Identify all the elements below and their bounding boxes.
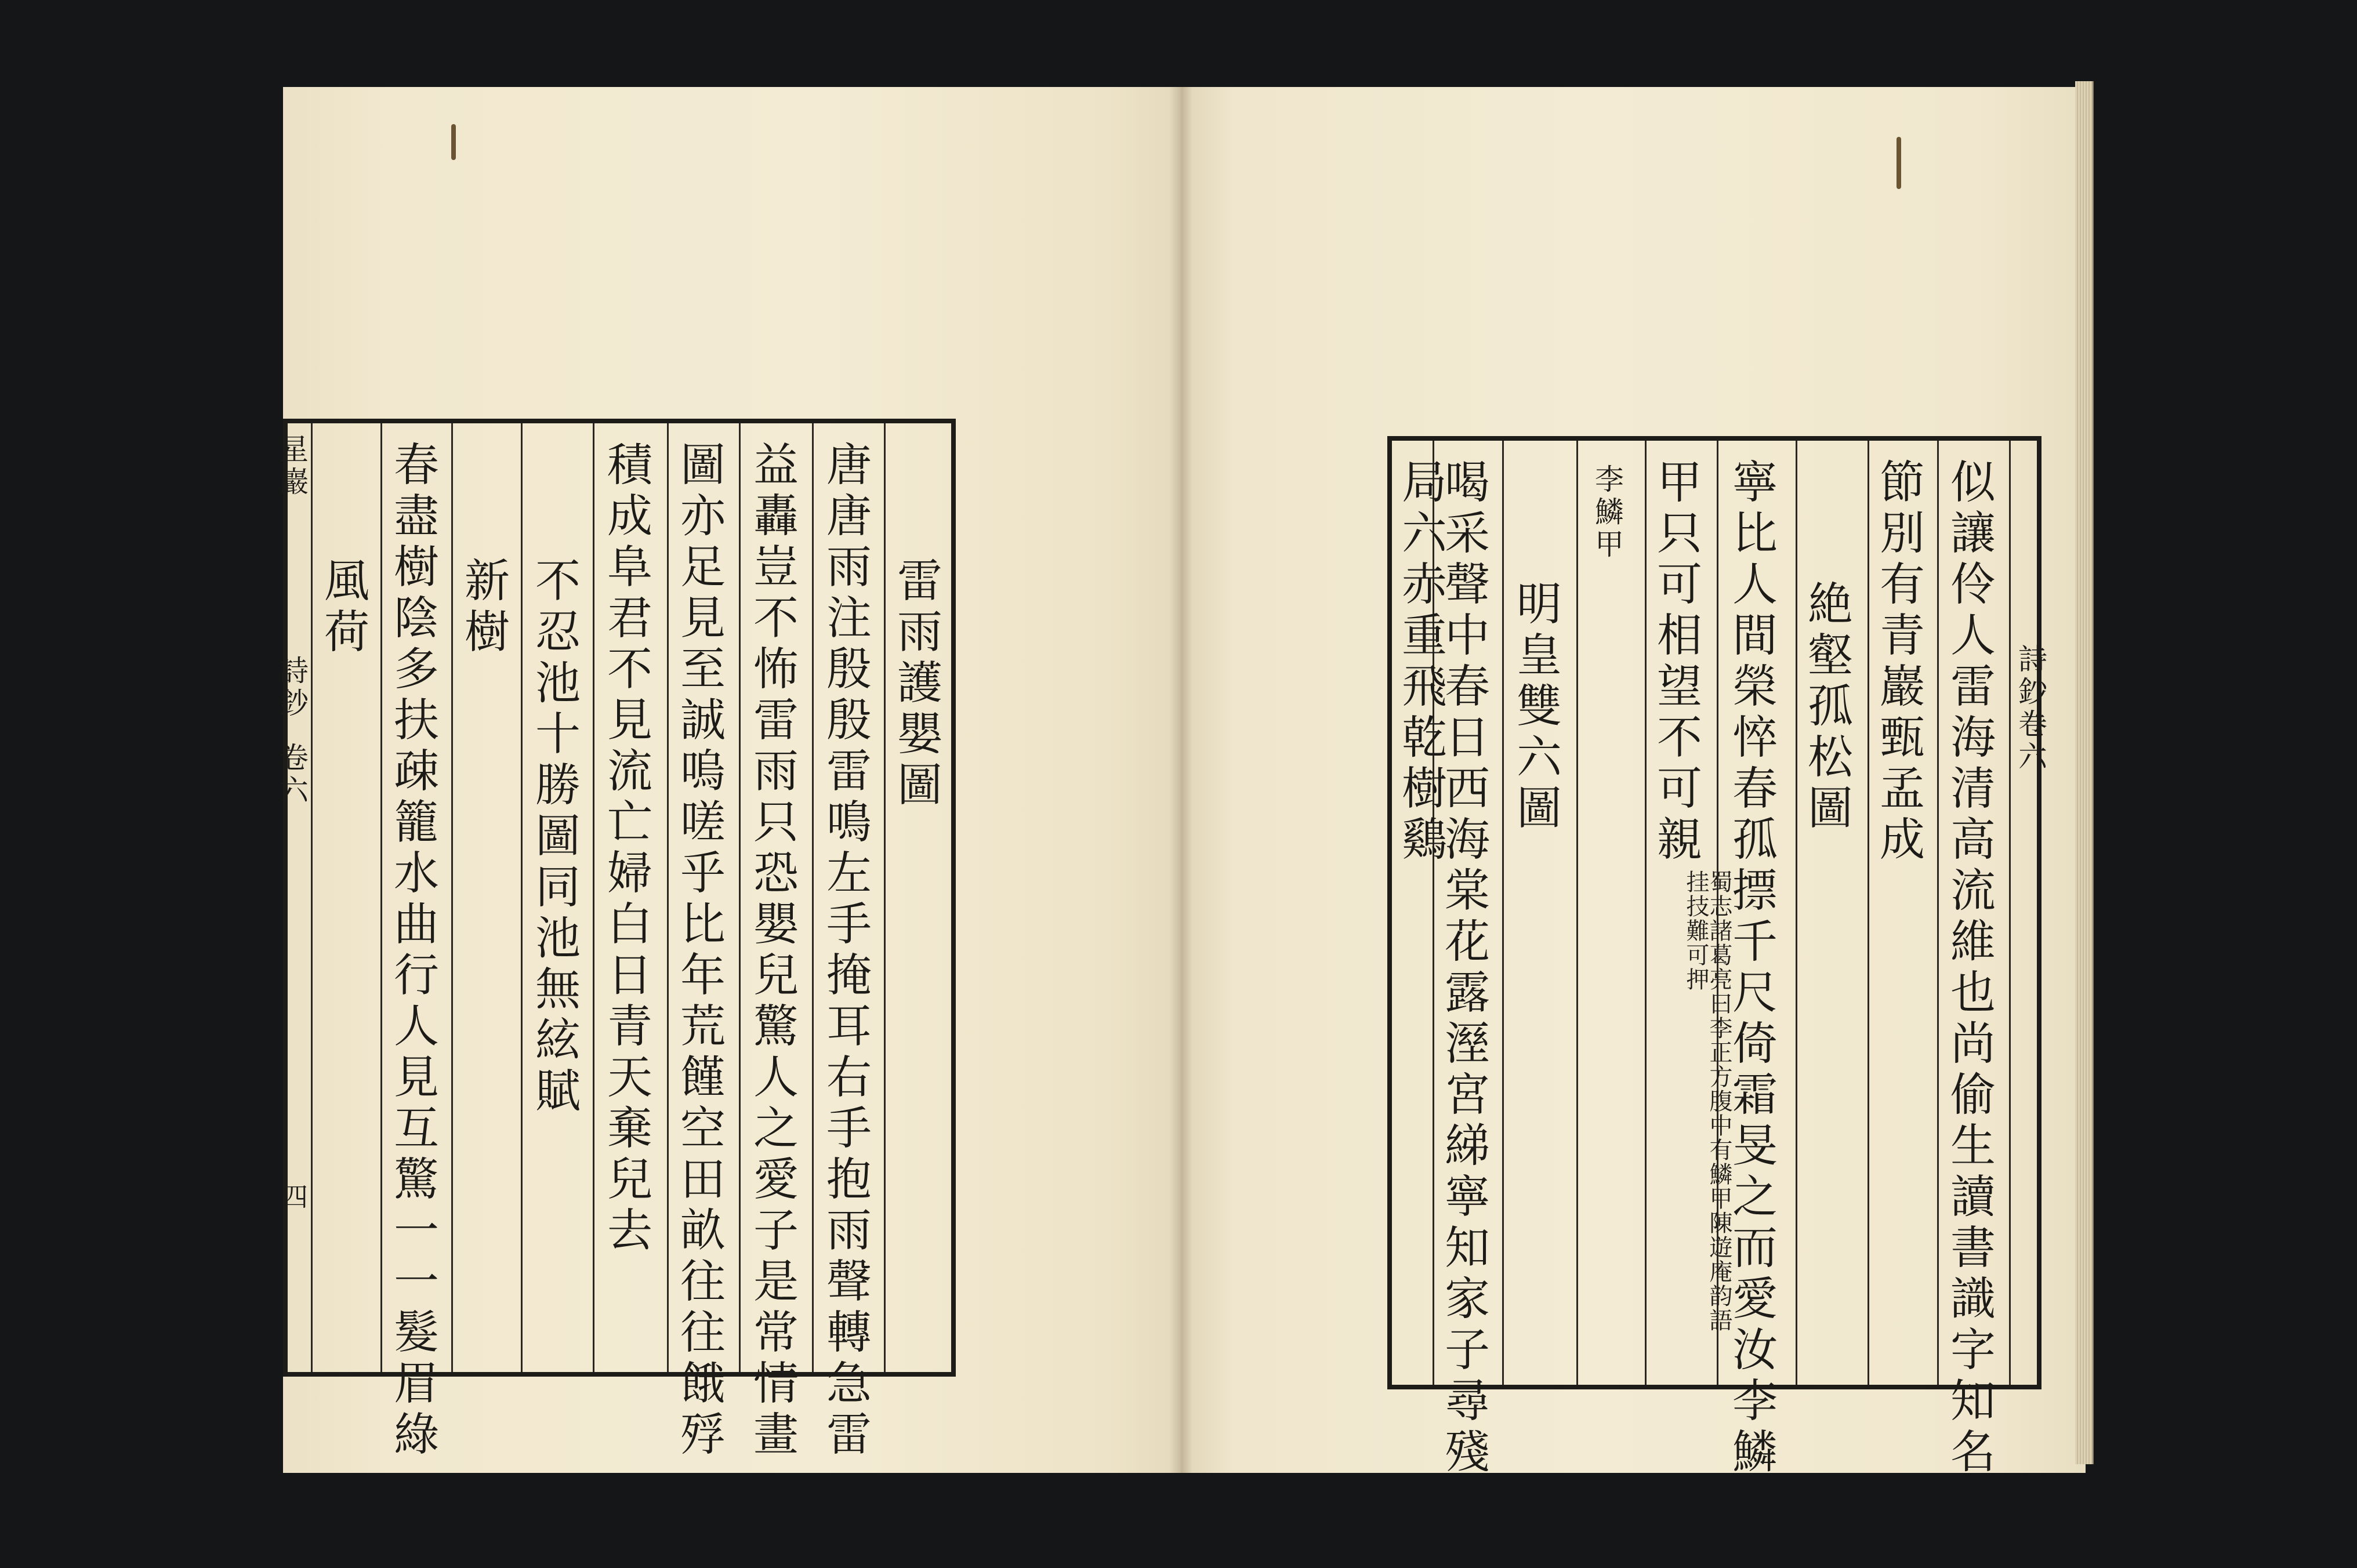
column-rule [667,423,669,1372]
column-rule [380,423,382,1372]
margin-book: 詩鈔 [275,655,309,720]
paper-spot [451,124,456,160]
margin-title: 星巖 [275,434,309,499]
column-rule [884,423,886,1372]
text-column: 寧比人間榮悴春孤摽千尺倚霜旻之而愛汝李鱗 [1725,458,1777,1479]
text-column: 喝采聲中春日西海棠花露溼宮綈寧知家子尋殘 [1437,458,1489,1479]
text-column: 圖亦足見至誠嗚嗟乎比年荒饉空田畝往往餓殍 [673,441,725,1461]
poem-title: 絶壑孤松圖 [1800,580,1852,835]
text-column: 似讓伶人雷海清高流維也尚偷生讀書識字知名 [1943,458,1995,1479]
column-rule [593,423,594,1372]
poem-title: 新樹 [457,557,509,659]
column-rule [1502,441,1504,1385]
poem-title: 不忍池十勝圖同池無絃賦 [528,557,580,1118]
text-column: 益轟豈不怖雷雨只恐嬰兒驚人之愛子是常情畫 [746,441,798,1461]
margin-rule [311,423,313,1372]
column-rule [1937,441,1939,1385]
poem-title: 明皇雙六圖 [1509,580,1561,835]
poem-title: 雷雨護嬰圖 [890,557,942,812]
text-column: 節別有青巖甄孟成 [1872,458,1924,866]
column-rule [1796,441,1797,1385]
text-column: 甲只可相望不可親 [1649,458,1702,866]
margin-title: 詩鈔卷六 [2014,644,2047,774]
annotation: 李鱗甲 [1590,464,1624,561]
column-rule [1576,441,1578,1385]
commentary-note: 蜀志諸葛亮曰李正方腹中有鱗甲陳遊庵韵語挂技難可押 [1682,870,1732,1333]
poem-title: 風荷 [317,557,369,659]
page-edges [2075,81,2094,1464]
margin-volume: 卷六 [275,742,309,807]
column-rule [739,423,741,1372]
column-rule [1868,441,1869,1385]
text-column: 唐唐雨注殷殷雷鳴左手掩耳右手抱雨聲轉急雷 [819,441,871,1461]
text-column: 局六赤重飛乾樹鷄 [1394,458,1446,866]
margin-rule [2009,441,2011,1385]
text-column: 積成阜君不見流亡婦白日青天棄兒去 [600,441,652,1257]
text-column: 春盡樹陰多扶疎籠水曲行人見互驚一一髮眉綠 [386,441,438,1461]
column-rule [451,423,453,1372]
margin-folio: 四 [277,1183,309,1212]
column-rule [1645,441,1647,1385]
paper-spot [1897,137,1901,189]
book-gutter [1169,87,1192,1473]
column-rule [521,423,523,1372]
column-rule [812,423,814,1372]
